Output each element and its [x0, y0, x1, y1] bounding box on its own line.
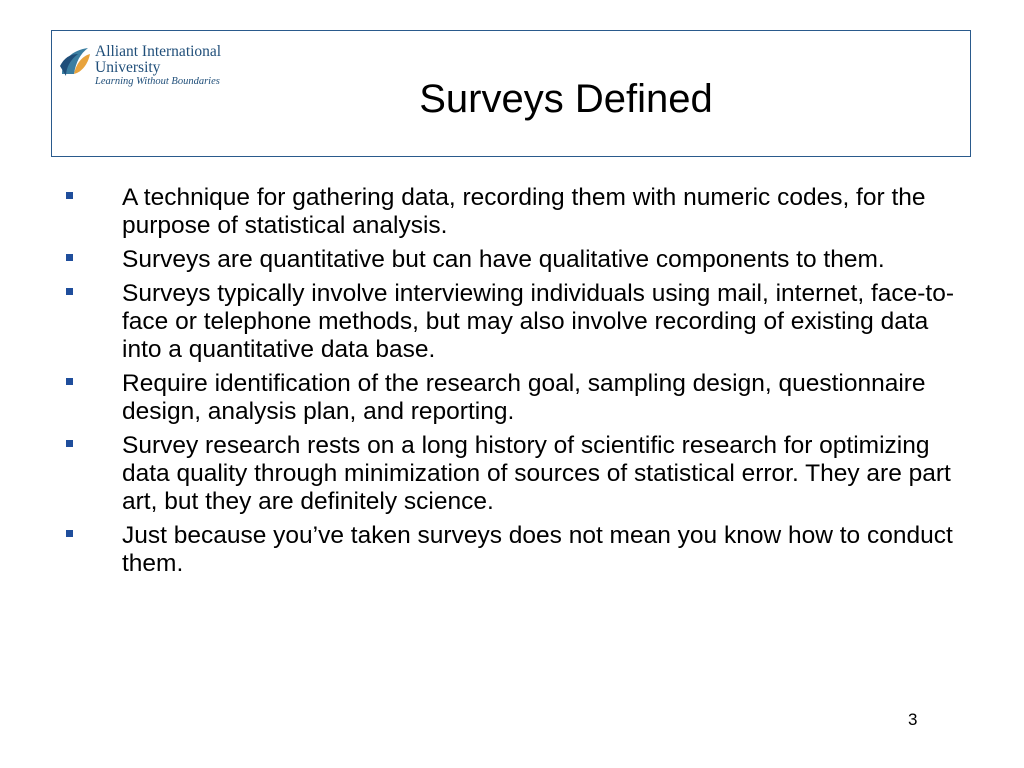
square-bullet-icon — [66, 192, 73, 199]
bullet-item — [64, 280, 954, 364]
square-bullet-icon — [66, 288, 73, 295]
bullet-list — [64, 184, 954, 584]
square-bullet-icon — [66, 254, 73, 261]
bullet-text: Survey research rests on a long history of scientific research for optimizing data quality through minimization of sources of statistical error. They are part art, but they are definitely science. — [122, 432, 951, 515]
bullet-text: A technique for gathering data, recording them with numeric codes, for the purpose of statistical analysis. — [122, 184, 926, 239]
logo-name-line2: University — [95, 58, 161, 76]
square-bullet-icon — [66, 378, 73, 385]
bullet-text: Just because you’ve taken surveys does not mean you know how to conduct them. — [122, 522, 953, 577]
square-bullet-icon — [66, 440, 73, 447]
bullet-item — [64, 370, 954, 426]
bullet-text: Surveys are quantitative but can have qualitative components to them. — [122, 246, 885, 273]
bullet-item — [64, 184, 954, 240]
title-header-box — [51, 30, 971, 157]
logo-name-line1: Alliant International — [95, 43, 222, 60]
bullet-item — [64, 522, 954, 578]
square-bullet-icon — [66, 530, 73, 537]
bullet-item — [64, 432, 954, 516]
logo-tagline: Learning Without Boundaries — [95, 76, 220, 87]
slide-title: Surveys Defined — [419, 77, 713, 121]
page-number: 3 — [908, 710, 918, 729]
bullet-text: Require identification of the research goal, sampling design, questionnaire design, analysis plan, and reporting. — [122, 370, 926, 425]
bullet-text: Surveys typically involve interviewing individuals using mail, internet, face-to-face or telephone methods, but may also involve recording of existing data into a quantitative data base. — [122, 280, 955, 363]
bullet-item — [64, 246, 954, 274]
